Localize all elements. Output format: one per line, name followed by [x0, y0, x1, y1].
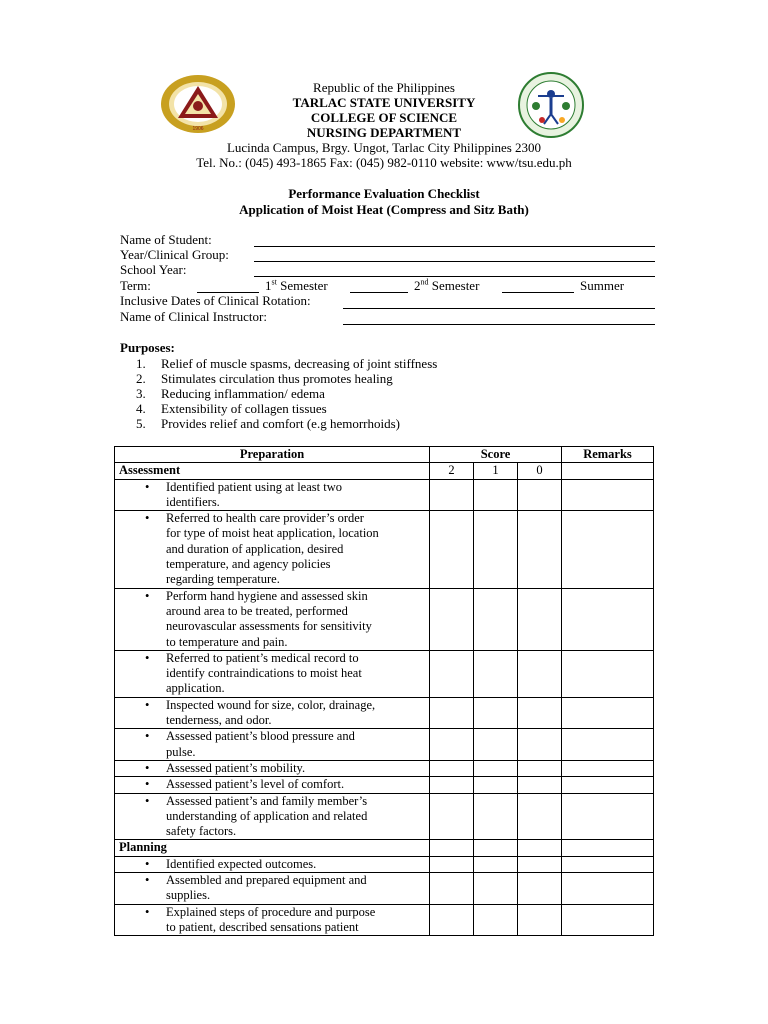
table-row	[115, 697, 654, 729]
table-row	[115, 511, 654, 588]
remarks-cell[interactable]	[562, 793, 654, 840]
purpose-item: 4. Extensibility of collagen tissues	[136, 401, 327, 416]
year-group-label: Year/Clinical Group:	[120, 247, 229, 262]
remarks-cell[interactable]	[562, 856, 654, 872]
inclusive-dates-label: Inclusive Dates of Clinical Rotation:	[120, 293, 311, 308]
remarks-cell[interactable]	[562, 777, 654, 793]
purpose-item: 2. Stimulates circulation thus promotes healing	[136, 371, 393, 386]
instructor-label: Name of Clinical Instructor:	[120, 309, 267, 324]
score-2-cell[interactable]	[430, 588, 474, 650]
second-semester-line[interactable]	[350, 292, 408, 293]
year-group-line[interactable]	[254, 261, 655, 262]
republic-line: Republic of the Philippines	[313, 80, 455, 95]
score-2-cell[interactable]	[430, 904, 474, 936]
score-2-cell[interactable]	[430, 856, 474, 872]
remarks-cell[interactable]	[562, 463, 654, 479]
score-2-cell[interactable]	[430, 793, 474, 840]
table-header-row	[115, 447, 654, 463]
table-row	[115, 856, 654, 872]
purpose-item: 1. Relief of muscle spasms, decreasing of joint stiffness	[136, 356, 438, 371]
score-0-cell[interactable]	[518, 697, 562, 729]
table-row	[115, 793, 654, 840]
remarks-cell[interactable]	[562, 511, 654, 588]
purpose-item: 3. Reducing inflammation/ edema	[136, 386, 325, 401]
criterion-cell: • Referred to patient’s medical record to identify contraindications to moist heat application.	[115, 650, 430, 697]
remarks-cell[interactable]	[562, 840, 654, 856]
score-1-header: 1	[474, 463, 518, 479]
preparation-header: Preparation	[115, 447, 430, 463]
remarks-cell[interactable]	[562, 697, 654, 729]
score-0-cell[interactable]	[518, 650, 562, 697]
summer-line[interactable]	[502, 292, 574, 293]
score-1-cell[interactable]	[474, 760, 518, 776]
criterion-cell: • Explained steps of procedure and purpose to patient, described sensations patient	[115, 904, 430, 936]
table-row	[115, 650, 654, 697]
score-2-cell[interactable]	[430, 697, 474, 729]
score-1-cell[interactable]	[474, 793, 518, 840]
remarks-cell[interactable]	[562, 873, 654, 905]
table-row	[115, 760, 654, 776]
score-1-cell[interactable]	[474, 856, 518, 872]
score-0-cell[interactable]	[518, 856, 562, 872]
table-row	[115, 729, 654, 761]
table-row	[115, 873, 654, 905]
score-1-cell[interactable]	[474, 511, 518, 588]
criterion-cell: • Assessed patient’s level of comfort.	[115, 777, 430, 793]
procedure-title: Application of Moist Heat (Compress and Sitz Bath)	[239, 202, 529, 217]
assessment-label: Assessment	[115, 463, 430, 479]
remarks-header: Remarks	[562, 447, 654, 463]
score-1-cell[interactable]	[474, 697, 518, 729]
criterion-cell: • Inspected wound for size, color, drainage, tenderness, and odor.	[115, 697, 430, 729]
score-1-cell[interactable]	[474, 588, 518, 650]
seal-year: 1906	[192, 126, 204, 132]
score-2-cell[interactable]	[430, 511, 474, 588]
first-semester-label: 1st Semester	[265, 277, 328, 293]
score-2-cell[interactable]	[430, 650, 474, 697]
score-0-header: 0	[518, 463, 562, 479]
checklist-title: Performance Evaluation Checklist	[288, 186, 480, 201]
instructor-line[interactable]	[343, 324, 655, 325]
score-0-cell[interactable]	[518, 873, 562, 905]
score-0-cell[interactable]	[518, 777, 562, 793]
college-name: COLLEGE OF SCIENCE	[310, 110, 458, 125]
score-0-cell[interactable]	[518, 760, 562, 776]
table-row	[115, 904, 654, 936]
score-1-cell[interactable]	[474, 479, 518, 511]
section-row-assessment	[115, 463, 654, 479]
score-0-cell[interactable]	[518, 588, 562, 650]
campus-address: Lucinda Campus, Brgy. Ungot, Tarlac City Philippines 2300	[226, 140, 542, 155]
student-name-label: Name of Student:	[120, 232, 212, 247]
score-2-cell[interactable]	[430, 729, 474, 761]
term-label: Term:	[120, 278, 151, 293]
university-name: TARLAC STATE UNIVERSITY	[292, 95, 476, 110]
score-1-cell[interactable]	[474, 650, 518, 697]
score-header: Score	[430, 447, 562, 463]
score-0-cell[interactable]	[518, 840, 562, 856]
score-2-cell[interactable]	[430, 873, 474, 905]
score-2-cell[interactable]	[430, 760, 474, 776]
criterion-cell: • Identified patient using at least two identifiers.	[115, 479, 430, 511]
planning-label: Planning	[115, 840, 430, 856]
criterion-cell: • Assembled and prepared equipment and supplies.	[115, 873, 430, 905]
remarks-cell[interactable]	[562, 479, 654, 511]
table-row	[115, 588, 654, 650]
score-0-cell[interactable]	[518, 793, 562, 840]
criterion-cell: • Assessed patient’s blood pressure and pulse.	[115, 729, 430, 761]
remarks-cell[interactable]	[562, 729, 654, 761]
score-1-cell[interactable]	[474, 840, 518, 856]
criterion-cell: • Assessed patient’s and family member’s understanding of application and related safety factors.	[115, 793, 430, 840]
evaluation-table	[114, 446, 654, 936]
score-0-cell[interactable]	[518, 729, 562, 761]
remarks-cell[interactable]	[562, 650, 654, 697]
remarks-cell[interactable]	[562, 588, 654, 650]
criterion-cell: • Referred to health care provider’s order for type of moist heat application, location and duration of application, desired temperature, and agency policies regarding temperature.	[115, 511, 430, 588]
remarks-cell[interactable]	[562, 904, 654, 936]
criterion-cell: • Perform hand hygiene and assessed skin around area to be treated, performed neurovascular assessments for sensitivity to temperature and pain.	[115, 588, 430, 650]
score-1-cell[interactable]	[474, 873, 518, 905]
score-0-cell[interactable]	[518, 479, 562, 511]
school-year-label: School Year:	[120, 262, 187, 277]
purpose-item: 5. Provides relief and comfort (e.g hemorrhoids)	[136, 416, 400, 431]
section-row-planning	[115, 840, 654, 856]
summer-label: Summer	[580, 278, 625, 293]
score-0-cell[interactable]	[518, 511, 562, 588]
score-2-header: 2	[430, 463, 474, 479]
score-0-cell[interactable]	[518, 904, 562, 936]
criterion-cell: • Assessed patient’s mobility.	[115, 760, 430, 776]
inclusive-dates-line[interactable]	[343, 308, 655, 309]
table-row	[115, 479, 654, 511]
score-1-cell[interactable]	[474, 904, 518, 936]
second-semester-label: 2nd Semester	[414, 277, 480, 293]
department-name: NURSING DEPARTMENT	[306, 125, 462, 140]
score-1-cell[interactable]	[474, 729, 518, 761]
score-2-cell[interactable]	[430, 777, 474, 793]
school-year-line[interactable]	[254, 276, 655, 277]
table-row	[115, 777, 654, 793]
purposes-heading: Purposes:	[120, 340, 175, 355]
score-2-cell[interactable]	[430, 840, 474, 856]
score-2-cell[interactable]	[430, 479, 474, 511]
remarks-cell[interactable]	[562, 760, 654, 776]
contact-line: Tel. No.: (045) 493-1865 Fax: (045) 982-0110 website: www/tsu.edu.ph	[196, 155, 572, 170]
student-name-line[interactable]	[254, 246, 655, 247]
score-1-cell[interactable]	[474, 777, 518, 793]
criterion-cell: • Identified expected outcomes.	[115, 856, 430, 872]
